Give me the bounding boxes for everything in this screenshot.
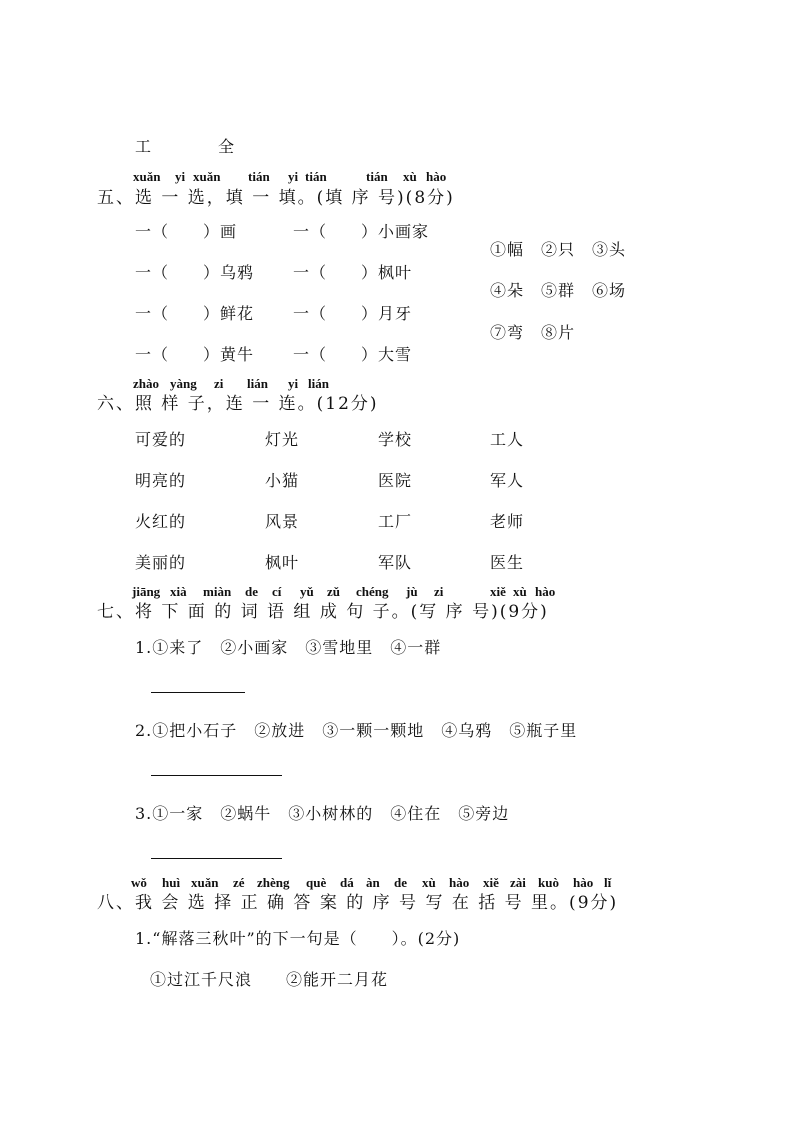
fill-item: 一（ ）小画家: [293, 222, 430, 241]
sentence-item: 1.①来了 ②小画家 ③雪地里 ④一群: [135, 638, 442, 657]
match-word: 小猫: [265, 471, 300, 490]
pinyin: lián: [247, 376, 268, 391]
question-1: 1.“解落三秋叶”的下一句是（ ）。(2分): [135, 929, 461, 948]
match-word: 火红的: [135, 512, 187, 531]
pinyin: kuò: [538, 875, 559, 890]
pinyin: tián: [366, 169, 388, 184]
match-word: 学校: [378, 430, 413, 449]
pinyin: zǔ: [327, 584, 340, 599]
pinyin: jiāng: [132, 584, 161, 599]
match-word: 枫叶: [265, 553, 300, 572]
match-word: 医院: [378, 471, 413, 490]
match-word: 工人: [490, 430, 525, 449]
pinyin: de: [245, 584, 258, 599]
pinyin: xuǎn: [193, 169, 221, 184]
pinyin: zhèng: [257, 875, 290, 890]
pinyin: zi: [214, 376, 224, 391]
fill-item: 一（ ）鲜花: [135, 304, 255, 323]
remnant-char-2: 全: [218, 137, 236, 156]
section-title: 八、我 会 选 择 正 确 答 案 的 序 号 写 在 括 号 里。(9分): [97, 893, 619, 913]
pinyin: xù: [403, 169, 417, 184]
pinyin: hào: [449, 875, 470, 890]
pinyin: què: [306, 875, 327, 890]
answer-line[interactable]: [151, 858, 282, 859]
match-word: 医生: [490, 553, 525, 572]
match-word: 可爱的: [135, 430, 187, 449]
pinyin: hào: [535, 584, 556, 599]
section-title: 七、将 下 面 的 词 语 组 成 句 子。(写 序 号)(9分): [97, 602, 549, 622]
match-word: 军队: [378, 553, 413, 572]
match-word: 美丽的: [135, 553, 187, 572]
section-title: 五、选 一 选，填 一 填。(填 序 号)(8分): [97, 188, 455, 208]
pinyin: xuǎn: [133, 169, 161, 184]
match-word: 军人: [490, 471, 525, 490]
pinyin: lián: [308, 376, 329, 391]
pinyin: tián: [305, 169, 327, 184]
remnant-char-1: 工: [135, 137, 153, 156]
answer-line[interactable]: [151, 692, 245, 693]
pinyin: yi: [288, 169, 299, 184]
sentence-item: 2.①把小石子 ②放进 ③一颗一颗地 ④乌鸦 ⑤瓶子里: [135, 721, 578, 740]
answer-line[interactable]: [151, 775, 282, 776]
pinyin: chéng: [356, 584, 389, 599]
option-row: ⑦弯 ⑧片: [490, 323, 576, 342]
pinyin: xù: [422, 875, 436, 890]
fill-item: 一（ ）乌鸦: [135, 263, 255, 282]
option-row: ④朵 ⑤群 ⑥场: [490, 281, 627, 300]
match-word: 灯光: [265, 430, 300, 449]
pinyin: hào: [573, 875, 594, 890]
fill-item: 一（ ）黄牛: [135, 345, 255, 364]
pinyin: zé: [233, 875, 245, 890]
pinyin: xuǎn: [191, 875, 219, 890]
section-title: 六、照 样 子，连 一 连。(12分): [97, 394, 379, 414]
pinyin: zài: [510, 875, 526, 890]
pinyin: yǔ: [300, 584, 314, 599]
pinyin: xià: [170, 584, 187, 599]
pinyin: yàng: [170, 376, 197, 391]
fill-item: 一（ ）月牙: [293, 304, 413, 323]
match-word: 老师: [490, 512, 525, 531]
pinyin: tián: [248, 169, 270, 184]
fill-item: 一（ ）大雪: [293, 345, 413, 364]
pinyin: huì: [162, 875, 181, 890]
pinyin: àn: [366, 875, 380, 890]
pinyin: jù: [406, 584, 418, 599]
pinyin: xiě: [483, 875, 499, 890]
option-row: ①幅 ②只 ③头: [490, 240, 627, 259]
pinyin: xù: [513, 584, 527, 599]
pinyin: xiě: [490, 584, 506, 599]
pinyin: cí: [272, 584, 282, 599]
pinyin: lǐ: [604, 875, 612, 890]
pinyin: de: [394, 875, 407, 890]
match-word: 风景: [265, 512, 300, 531]
fill-item: 一（ ）枫叶: [293, 263, 413, 282]
match-word: 明亮的: [135, 471, 187, 490]
pinyin: dá: [340, 875, 354, 890]
pinyin: zhào: [133, 376, 159, 391]
pinyin: miàn: [203, 584, 232, 599]
pinyin: zi: [434, 584, 444, 599]
match-word: 工厂: [378, 512, 413, 531]
pinyin: yi: [175, 169, 186, 184]
sentence-item: 3.①一家 ②蜗牛 ③小树林的 ④住在 ⑤旁边: [135, 804, 510, 823]
pinyin: wǒ: [131, 875, 147, 890]
pinyin: hào: [426, 169, 447, 184]
pinyin: yi: [288, 376, 299, 391]
fill-item: 一（ ）画: [135, 222, 238, 241]
question-1-options: ①过江千尺浪 ②能开二月花: [150, 970, 389, 989]
